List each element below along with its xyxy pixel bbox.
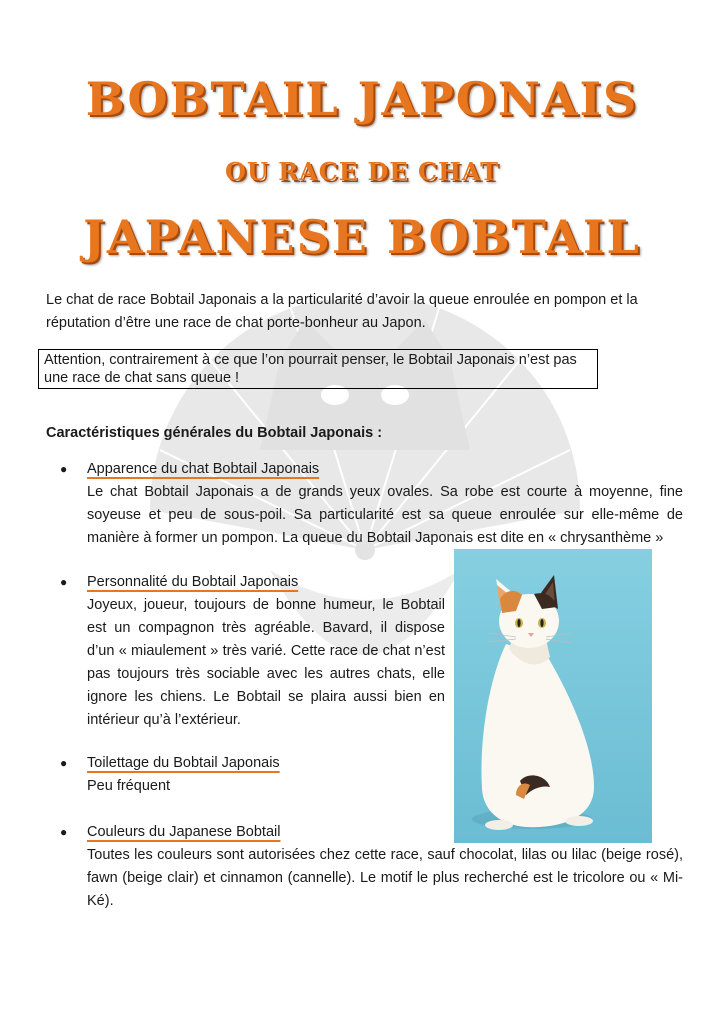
notice-box: [38, 349, 598, 389]
main-title: BOBTAIL JAPONAIS: [85, 72, 639, 126]
item-title: Personnalité du Bobtail Japonais: [87, 574, 299, 590]
item-title: Toilettage du Bobtail Japonais: [87, 755, 280, 771]
notice-text: Attention, contrairement à ce que l’on pourrait penser, le Bobtail Japonais n’est pas une race de chat sans queue !: [44, 352, 577, 386]
item-title: Apparence du chat Bobtail Japonais: [87, 461, 320, 477]
item-title: Couleurs du Japanese Bobtail: [87, 824, 281, 840]
item-body: Peu fréquent: [87, 778, 171, 794]
intro-paragraph: Le chat de race Bobtail Japonais a la particularité d’avoir la queue enroulée en pompon et la réputation d’être une race de chat porte-bonheur au Japon.: [46, 292, 638, 331]
english-title: JAPANESE BOBTAIL: [83, 210, 641, 264]
bullet-icon: ●: [60, 756, 68, 770]
bullet-icon: ●: [60, 575, 68, 589]
subtitle: OU RACE DE CHAT: [225, 157, 499, 186]
item-body: Toutes les couleurs sont autorisées chez cette race, sauf chocolat, lilas ou lilac (beige rosé), fawn (beige clair) et cinnamon (cannelle). Le motif le plus recherché est le tricolore ou « Mi-Ké).: [87, 847, 683, 909]
section-heading: Caractéristiques générales du Bobtail Japonais :: [46, 425, 383, 441]
bullet-icon: ●: [60, 462, 68, 476]
bullet-icon: ●: [60, 825, 68, 839]
cat-photo: [454, 549, 652, 843]
item-body: Joyeux, joueur, toujours de bonne humeur, le Bobtail est un compagnon très agréable. Bavard, il dispose d’un « miaulement » très varié. Cette race de chat n’est pas toujours très sociable avec les autres chats, elle ignore les chiens. Le Bobtail se plaira aussi bien en intérieur qu’à l’extérieur.: [87, 597, 445, 728]
item-body: Le chat Bobtail Japonais a de grands yeux ovales. Sa robe est courte à moyenne, fine soyeuse et peu de sous-poil. Sa particularité est sa queue enroulée sur elle-même de manière à former un pompon. La queue du Bobtail Japonais est dite en « chrysanthème »: [87, 484, 683, 546]
